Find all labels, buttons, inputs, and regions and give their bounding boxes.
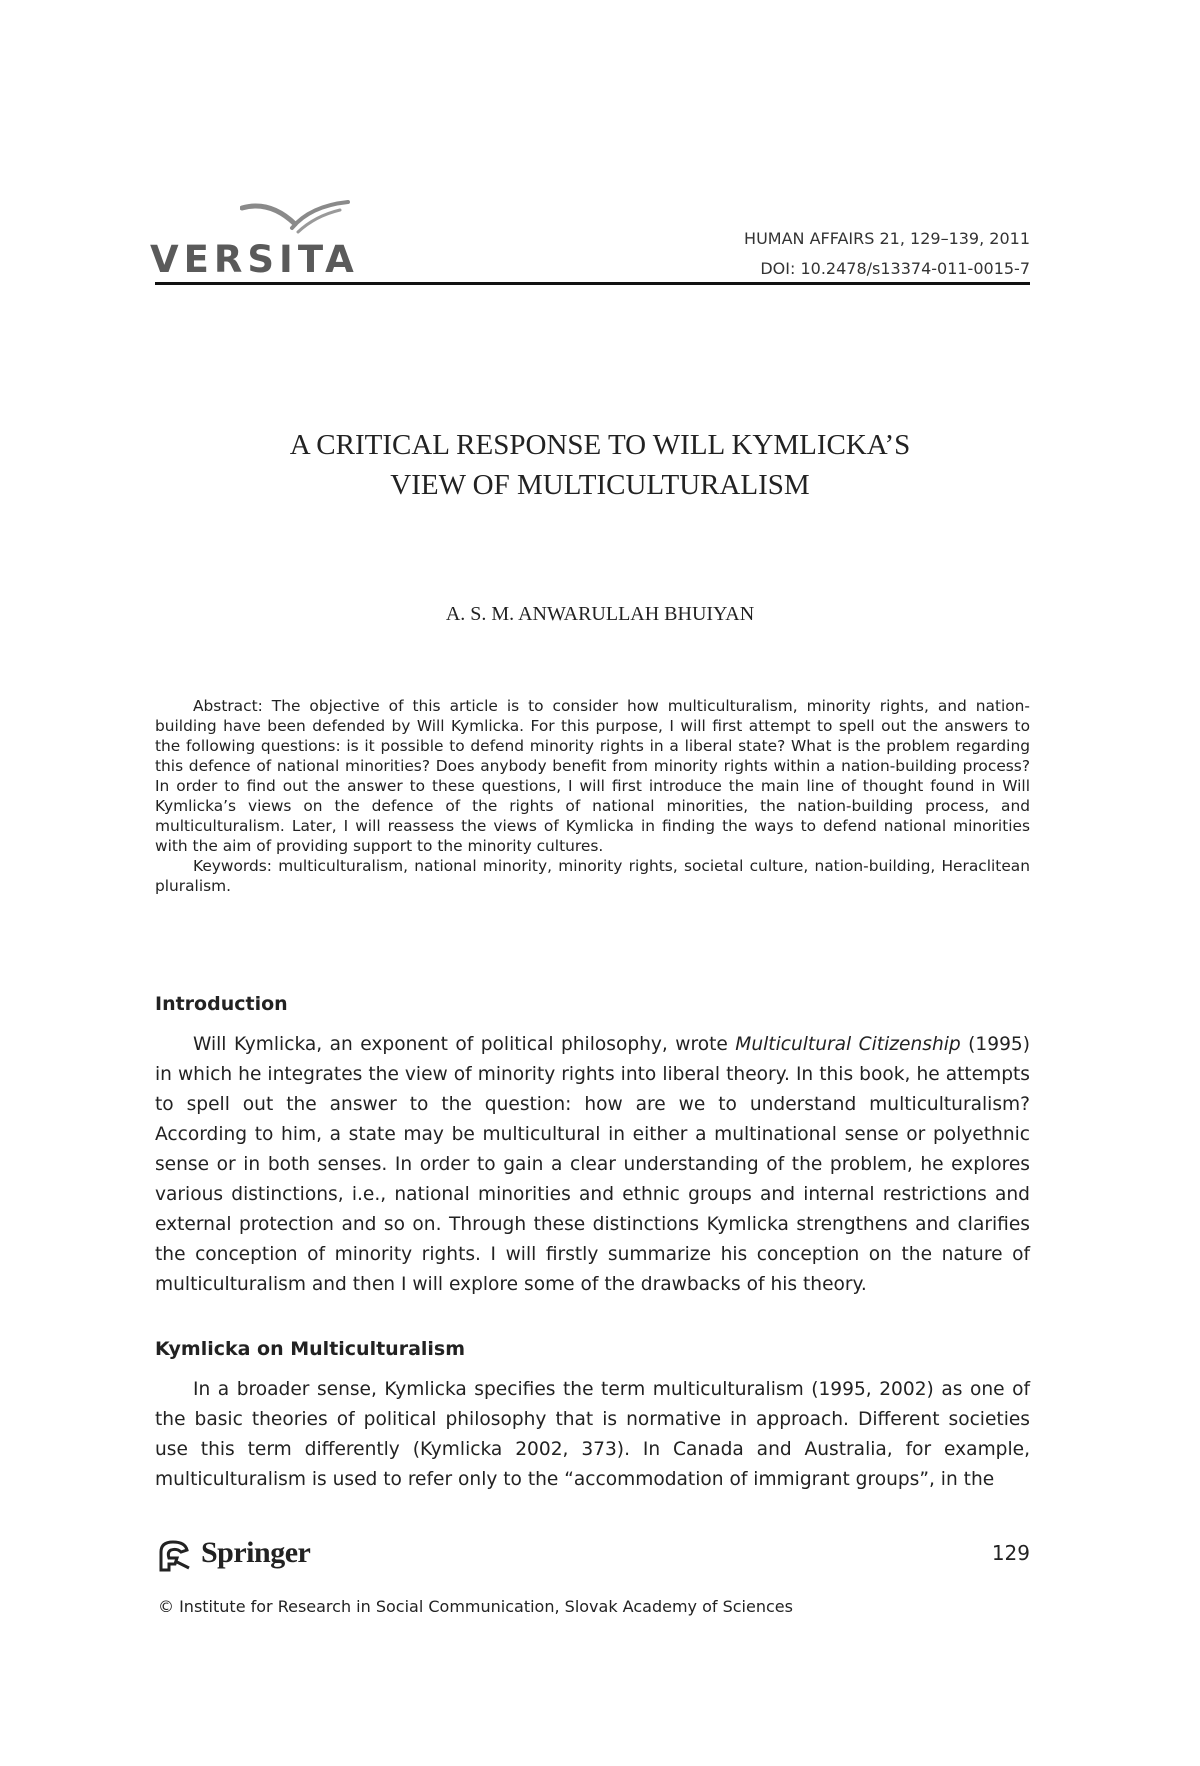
introduction-heading: Introduction [155, 993, 288, 1015]
book-title: Multicultural Citizenship [735, 1034, 961, 1055]
doi: DOI: 10.2478/s13374-011-0015-7 [760, 259, 1030, 278]
introduction-paragraph [155, 1030, 1030, 1300]
journal-citation: HUMAN AFFAIRS 21, 129–139, 2011 [744, 229, 1030, 248]
springer-horse-icon [155, 1538, 195, 1574]
keywords-label: Keywords: [193, 857, 272, 875]
versita-wordmark: VERSITA [150, 238, 359, 281]
title-line-2: VIEW OF MULTICULTURALISM [390, 469, 810, 501]
article-title [0, 425, 1200, 505]
intro-text-start: Will Kymlicka, an exponent of political philosophy, wrote [193, 1034, 736, 1055]
abstract [155, 696, 1030, 896]
section2-heading: Kymlicka on Multiculturalism [155, 1338, 466, 1360]
versita-logo [150, 198, 359, 281]
journal-info [744, 224, 1030, 284]
bird-swoosh-icon [240, 198, 350, 240]
springer-wordmark: Springer [201, 1536, 311, 1569]
keywords-text: multiculturalism, national minority, minority rights, societal culture, nation-building, Heraclitean pluralism. [155, 857, 1030, 895]
abstract-text: The objective of this article is to consider how multiculturalism, minority rights, and nation-building have been defended by Will Kymlicka. For this purpose, I will first attempt to spell out the answers to the following questions: is it possible to defend minority rights in a liberal state? What is the problem regarding this defence of national minorities? Does anybody benefit from minority rights within a nation-building process? In order to find out the answer to these questions, I will first introduce the main line of thought found in Will Kymlicka’s views on the defence of the rights of national minorities, the nation-building process, and multiculturalism. Later, I will reassess the views of Kymlicka in finding the ways to defend national minorities with the aim of providing support to the minority cultures. [155, 697, 1030, 855]
title-line-1: A CRITICAL RESPONSE TO WILL KYMLICKA’S [289, 429, 911, 461]
abstract-paragraph [155, 696, 1030, 856]
author-name: A. S. M. ANWARULLAH BHUIYAN [445, 603, 755, 625]
page-number: 129 [991, 1541, 1030, 1565]
copyright-notice: © Institute for Research in Social Communication, Slovak Academy of Sciences [158, 1597, 793, 1616]
section2-body [155, 1375, 1030, 1495]
intro-text-rest: (1995) in which he integrates the view of minority rights into liberal theory. In this book, he attempts to spell out the answer to the question: how are we to understand multiculturalism? According to him, a state may be multicultural in either a multinational sense or polyethnic sense or in both senses. In order to gain a clear understanding of the problem, he explores various distinctions, i.e., national minorities and ethnic groups and internal restrictions and external protection and so on. Through these distinctions Kymlicka strengthens and clarifies the conception of minority rights. I will firstly summarize his conception on the nature of multiculturalism and then I will explore some of the drawbacks of his theory. [155, 1034, 1030, 1295]
introduction-body [155, 1030, 1030, 1300]
abstract-label: Abstract: [193, 697, 263, 715]
header-rule [155, 282, 1030, 285]
section2-paragraph: In a broader sense, Kymlicka specifies the term multiculturalism (1995, 2002) as one of the basic theories of political philosophy that is normative in approach. Different societies use this term differently (Kymlicka 2002, 373). In Canada and Australia, for example, multiculturalism is used to refer only to the “accommodation of immigrant groups”, in the [155, 1379, 1030, 1490]
keywords-paragraph [155, 856, 1030, 896]
